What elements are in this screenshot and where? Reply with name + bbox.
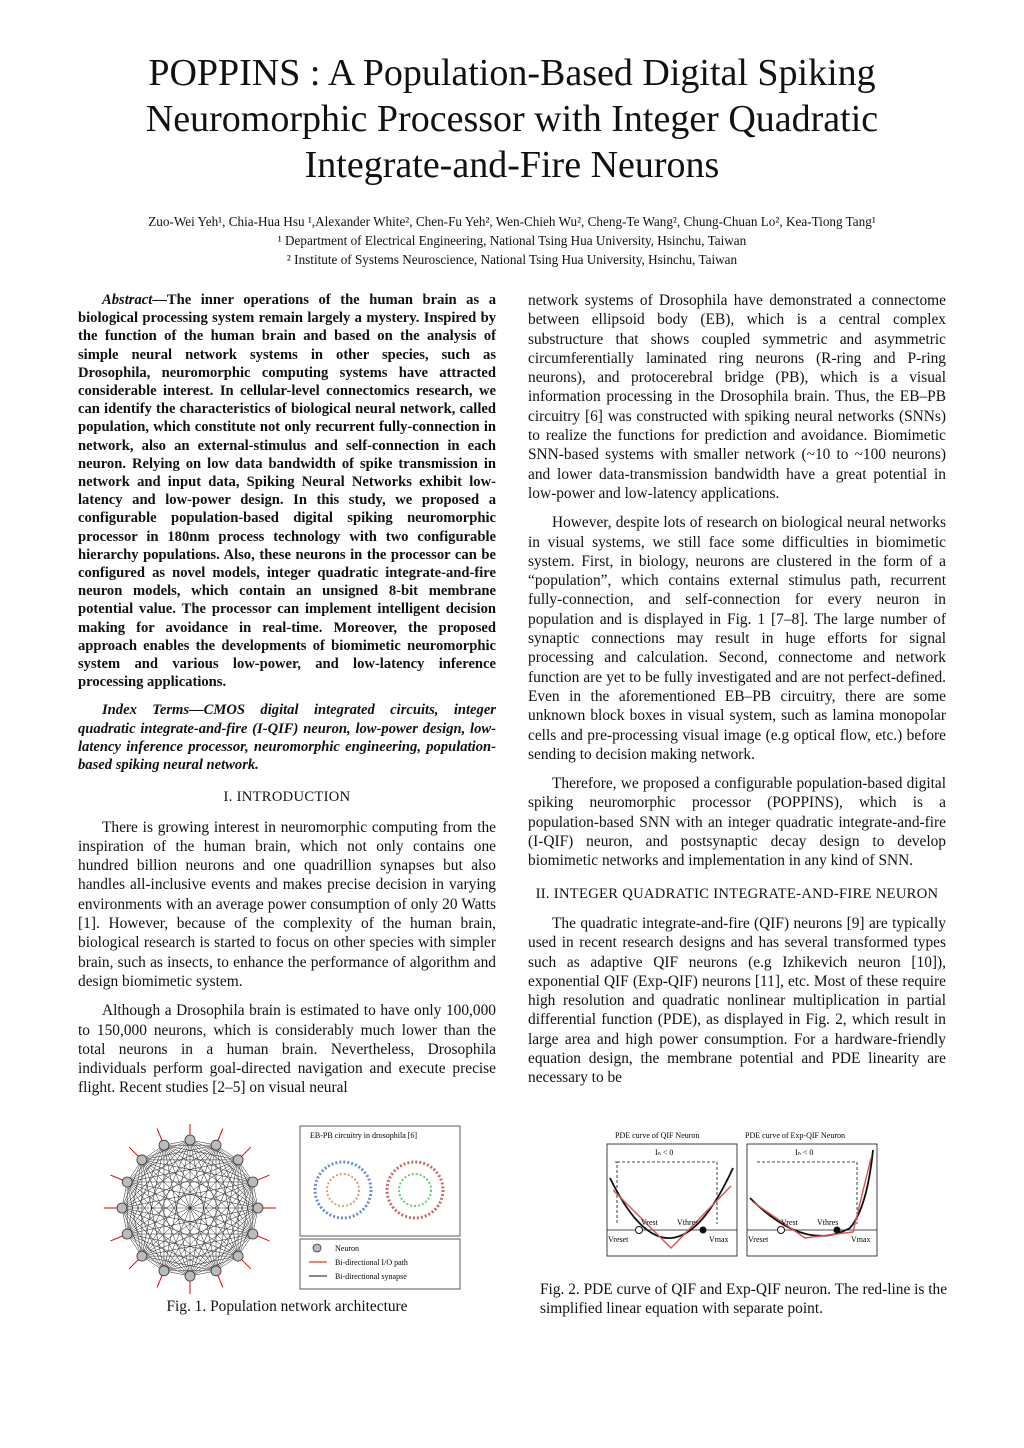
fig2-label-vreset-expqif: Vreset bbox=[748, 1235, 769, 1244]
abstract-label: Abstract bbox=[102, 292, 153, 308]
fig2-title-expqif: PDE curve of Exp-QIF Neuron bbox=[745, 1131, 845, 1140]
intro-paragraph-1: There is growing interest in neuromorphic computing from the inspiration of the human brain, which not only contains one hundred billion neurons and one quadrillion synapses but also handles all-inclusive events and makes precise decision in varying environments with an average power consumption of only 20 Watts [1]. However, because of the complexity of the human brain, biological research is started to focus on other species with simpler brain, such as insects, to enhance the performance of algorithm and design biomimetic system. bbox=[78, 818, 496, 990]
figure-1 bbox=[95, 1124, 495, 1294]
fig2-title-qif: PDE curve of QIF Neuron bbox=[615, 1131, 700, 1140]
neuron-node bbox=[185, 1135, 195, 1145]
eb-pb-inset-title: EB-PB circuitry in drosophila [6] bbox=[310, 1131, 418, 1140]
figure-2 bbox=[605, 1128, 880, 1268]
fig2-label-vmax-expqif: Vmax bbox=[851, 1235, 871, 1244]
title-line-2: Neuromorphic Processor with Integer Quadratic bbox=[145, 98, 879, 140]
paper-title bbox=[60, 50, 964, 188]
author-list: Zuo-Wei Yeh¹, Chia-Hua Hsu ¹,Alexander White², Chen-Fu Yeh², Wen-Chieh Wu², Cheng-Te Wang², Chung-Chuan Lo², Kea-Tiong Tang¹ bbox=[148, 214, 876, 229]
neuron-node bbox=[185, 1271, 195, 1281]
abstract-body: —The inner operations of the human brain as a biological processing system remain largely a mystery. Inspired by the function of the human brain and based on the analysis of simple neural network systems in other species, such as Drosophila, neuromorphic computing systems have attracted considerable interest. In cellular-level connectomics research, we can identify the characteristics of biological neural network, called population, which constitute not only recurrent fully-connection in network, also an external-stimulus and self-connection in each neuron. Relying on low data bandwidth of spike transmission in network and input data, Spiking Neural Networks exhibit low-latency and low-power design. In this study, we proposed a configurable population-based digital spiking neuromorphic processor in 180nm process technology with two configurable hierarchy populations. Also, these neurons in the processor can be configured as novel models, integer quadratic integrate-and-fire neuron models, which contain an unsigned 8-bit membrane potential value. The processor can implement intelligent decision making for avoidance in real-time. Moreover, the proposed approach enables the developments of biomimetic neuromorphic system and various low-power, and low-latency inference processing applications. bbox=[78, 292, 496, 691]
fig2-thres-point-expqif bbox=[834, 1227, 841, 1234]
fig2-condition-qif: Iₙ < 0 bbox=[655, 1148, 674, 1157]
affiliation-1: ¹ Department of Electrical Engineering, National Tsing Hua University, Hsinchu, Taiwan bbox=[277, 233, 747, 248]
figure-1-caption: Fig. 1. Population network architecture bbox=[166, 1298, 408, 1315]
neuron-node bbox=[233, 1251, 243, 1261]
right-column bbox=[528, 291, 946, 1088]
fig2-thres-point-qif bbox=[700, 1227, 707, 1234]
neuron-node bbox=[159, 1266, 169, 1276]
section-2-paragraph-1: The quadratic integrate-and-fire (QIF) neurons [9] are typically used in recent research designs and has several transformed types such as adaptive QIF neurons (e.g Izhikevich neuron [10]), exponential QIF (Exp-QIF) neurons [11], etc. Most of these require high resolution and quadratic nonlinear multiplication in partial differential function (PDE), as displayed in Fig. 2, which result in large area and high power consumption. For a hardware-friendly equation design, the membrane potential and PDE linearity are necessary to be bbox=[528, 914, 946, 1087]
body-paragraph-3: Therefore, we proposed a configurable population-based digital spiking neuromorphic processor (POPPINS), which is a population-based SNN with an integer quadratic integrate-and-fire (I-QIF) neuron, and postsynaptic decay design to develop biomimetic networks and implementation in any kind of SNN. bbox=[528, 775, 946, 870]
eb-pb-inset-frame bbox=[300, 1126, 460, 1236]
author-block bbox=[40, 212, 984, 269]
neuron-node bbox=[117, 1203, 127, 1213]
fig2-reset-path-qif bbox=[615, 1162, 717, 1224]
fig2-label-vrest-qif: Vrest bbox=[641, 1218, 658, 1227]
neuron-node bbox=[211, 1140, 221, 1150]
eb-ring-right bbox=[387, 1162, 443, 1218]
neuron-node bbox=[248, 1229, 258, 1239]
eb-ring-left-inner bbox=[327, 1174, 359, 1206]
population-network-diagram bbox=[104, 1124, 276, 1294]
affiliation-2: ² Institute of Systems Neuroscience, National Tsing Hua University, Hsinchu, Taiwan bbox=[286, 252, 738, 267]
neuron-node bbox=[211, 1266, 221, 1276]
fig2-rest-point-qif bbox=[636, 1227, 643, 1234]
neuron-node bbox=[122, 1177, 132, 1187]
section-2-heading: II. INTEGER QUADRATIC INTEGRATE-AND-FIRE NEURON bbox=[535, 885, 939, 902]
fig2-label-vthres-expqif: Vthres bbox=[817, 1218, 839, 1227]
neuron-node bbox=[253, 1203, 263, 1213]
neuron-node bbox=[137, 1251, 147, 1261]
left-column bbox=[78, 291, 496, 1098]
fig2-label-vrest-expqif: Vrest bbox=[781, 1218, 798, 1227]
legend-io-path: Bi-directional I/O path bbox=[335, 1258, 408, 1267]
body-paragraph-1: network systems of Drosophila have demonstrated a connectome between ellipsoid body (EB), which is a central complex substructure that shows coupled symmetric and asymmetric circumferentially laminated ring neurons (R-ring and P-ring neurons), and protocerebral bridge (PB), which is a visual information processing in the Drosophila brain. Thus, the EB–PB circuitry [6] was constructed with spiking neural networks (SNNs) to realize the functions for prediction and avoidance. Biomimetic SNN-based systems with smaller network (~10 to ~100 neurons) and lower data-transmission bandwidth have a great potential in low-power and low-latency applications. bbox=[528, 292, 946, 502]
legend-neuron: Neuron bbox=[335, 1244, 359, 1253]
neuron-node bbox=[122, 1229, 132, 1239]
fig2-label-vmax-qif: Vmax bbox=[709, 1235, 729, 1244]
legend-synapse: Bi-directional synapse bbox=[335, 1272, 407, 1281]
figure-2-caption: Fig. 2. PDE curve of QIF and Exp-QIF neuron. The red-line is the simplified linear equation with separate point. bbox=[540, 1281, 948, 1317]
legend-neuron-icon bbox=[313, 1244, 321, 1252]
neuron-node bbox=[159, 1140, 169, 1150]
neuron-node bbox=[233, 1155, 243, 1165]
fig2-rest-point-expqif bbox=[778, 1227, 785, 1234]
fig2-label-vreset-qif: Vreset bbox=[608, 1235, 629, 1244]
fig2-condition-expqif: Iₙ < 0 bbox=[795, 1148, 814, 1157]
index-terms: Index Terms—CMOS digital integrated circuits, integer quadratic integrate-and-fire (I-QIF) neuron, low-power design, low-latency inference processor, neuromorphic engineering, population-based spiking neural network. bbox=[78, 702, 496, 774]
eb-ring-right-inner bbox=[399, 1174, 431, 1206]
title-line-1: POPPINS : A Population-Based Digital Spiking bbox=[148, 52, 876, 94]
abstract bbox=[78, 291, 496, 691]
fig2-expqif-linear bbox=[753, 1158, 871, 1238]
body-paragraph-2: However, despite lots of research on biological neural networks in visual systems, we still face some difficulties in biomimetic system. First, in biology, neurons are clustered in the form of a “population”, which contains external stimulus path, recurrent fully-connection, and self-connection for every neuron in population and is displayed in Fig. 1 [7–8]. The large number of synaptic connections may result in huge efforts for signal processing and calculation. Second, connectome and network function are yet to be fully investigated and are not perfect-defined. Even in the aforementioned EB–PB circuitry, there are some unknown block boxes in visual system, such as lamina monopolar cells and pre-processing visual image (e.g optical flow, etc.) before sending to decision making network. bbox=[528, 514, 946, 763]
title-line-3: Integrate-and-Fire Neurons bbox=[304, 144, 720, 186]
neuron-node bbox=[248, 1177, 258, 1187]
fig2-label-vthres-qif: Vthres bbox=[677, 1218, 699, 1227]
neuron-node bbox=[137, 1155, 147, 1165]
eb-ring-left bbox=[315, 1162, 371, 1218]
section-1-heading: I. INTRODUCTION bbox=[223, 789, 351, 806]
intro-paragraph-2: Although a Drosophila brain is estimated to have only 100,000 to 150,000 neurons, which is considerably much lower than the total neurons in a human brain. Nevertheless, Drosophila individuals perform goal-directed navigation and execute precise flight. Recent studies [2–5] on visual neural bbox=[78, 1002, 496, 1097]
